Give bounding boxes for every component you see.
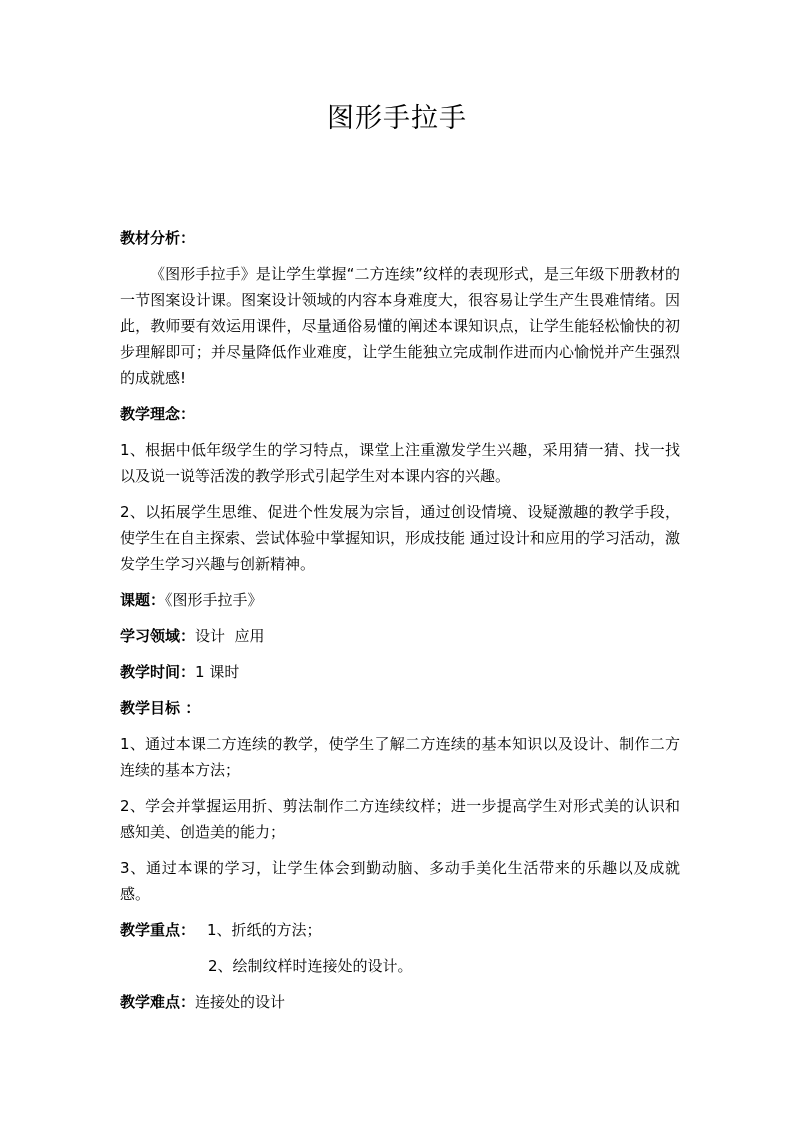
goals-heading: 教学目标 ： [120,699,201,717]
goals-item-2: 2、学会并掌握运用折、剪法制作二方连续纹样；进一步提高学生对形式美的认识和感知美、创造美的能力； [120,797,680,841]
document-title: 图形手拉手 [327,103,467,134]
time-value: 1 课时 [195,663,240,681]
difficulty-row [120,989,680,1015]
analysis-heading: 教材分析： [120,229,196,247]
key-points-label: 教学重点： [120,921,196,939]
goals-item-1: 1、通过本课二方连续的教学，使学生了解二方连续的基本知识以及设计、制作二方连续的基本方法； [120,735,680,779]
goals-item-3: 3、通过本课的学习，让学生体会到勤动脑、多动手美化生活带来的乐趣以及成就感。 [120,859,680,903]
key-points-row [120,917,680,943]
topic-value: 《图形手拉手》 [165,591,263,609]
topic-label: 课题： [120,591,166,609]
concept-item-1: 1、根据中低年级学生的学习特点，课堂上注重激发学生兴趣，采用猜一猜、找一找以及说一说等活泼的教学形式引起学生对本课内容的兴趣。 [120,441,680,485]
difficulty-label: 教学难点： [120,993,196,1011]
topic-row [120,587,680,613]
domain-row [120,623,680,649]
time-label: 教学时间： [120,663,196,681]
document-body [120,225,680,1025]
time-row [120,659,680,685]
analysis-paragraph: 《图形手拉手》是让学生掌握“二方连续”纹样的表现形式，是三年级下册教材的一节图案设计课。图案设计领域的内容本身难度大，很容易让学生产生畏难情绪。因此，教师要有效运用课件，尽量通俗易懂的阐述本课知识点，让学生能轻松愉快的初步理解即可；并尽量降低作业难度，让学生能独立完成制作进而内心愉悦并产生强烈的成就感! [120,265,680,387]
key-point-1: 1、折纸的方法； [207,921,322,939]
concept-item-2: 2、以拓展学生思维、促进个性发展为宗旨，通过创设情境、设疑激趣的教学手段，使学生在自主探索、尝试体验中掌握知识，形成技能 通过设计和应用的学习活动，激发学生学习兴趣与创新精神。 [120,503,680,573]
concept-heading: 教学理念： [120,405,196,423]
domain-label: 学习领域： [120,627,196,645]
domain-value: 设计 应用 [195,627,265,645]
key-point-2: 2、绘制纹样时连接处的设计。 [208,957,413,975]
difficulty-value: 连接处的设计 [195,993,286,1011]
